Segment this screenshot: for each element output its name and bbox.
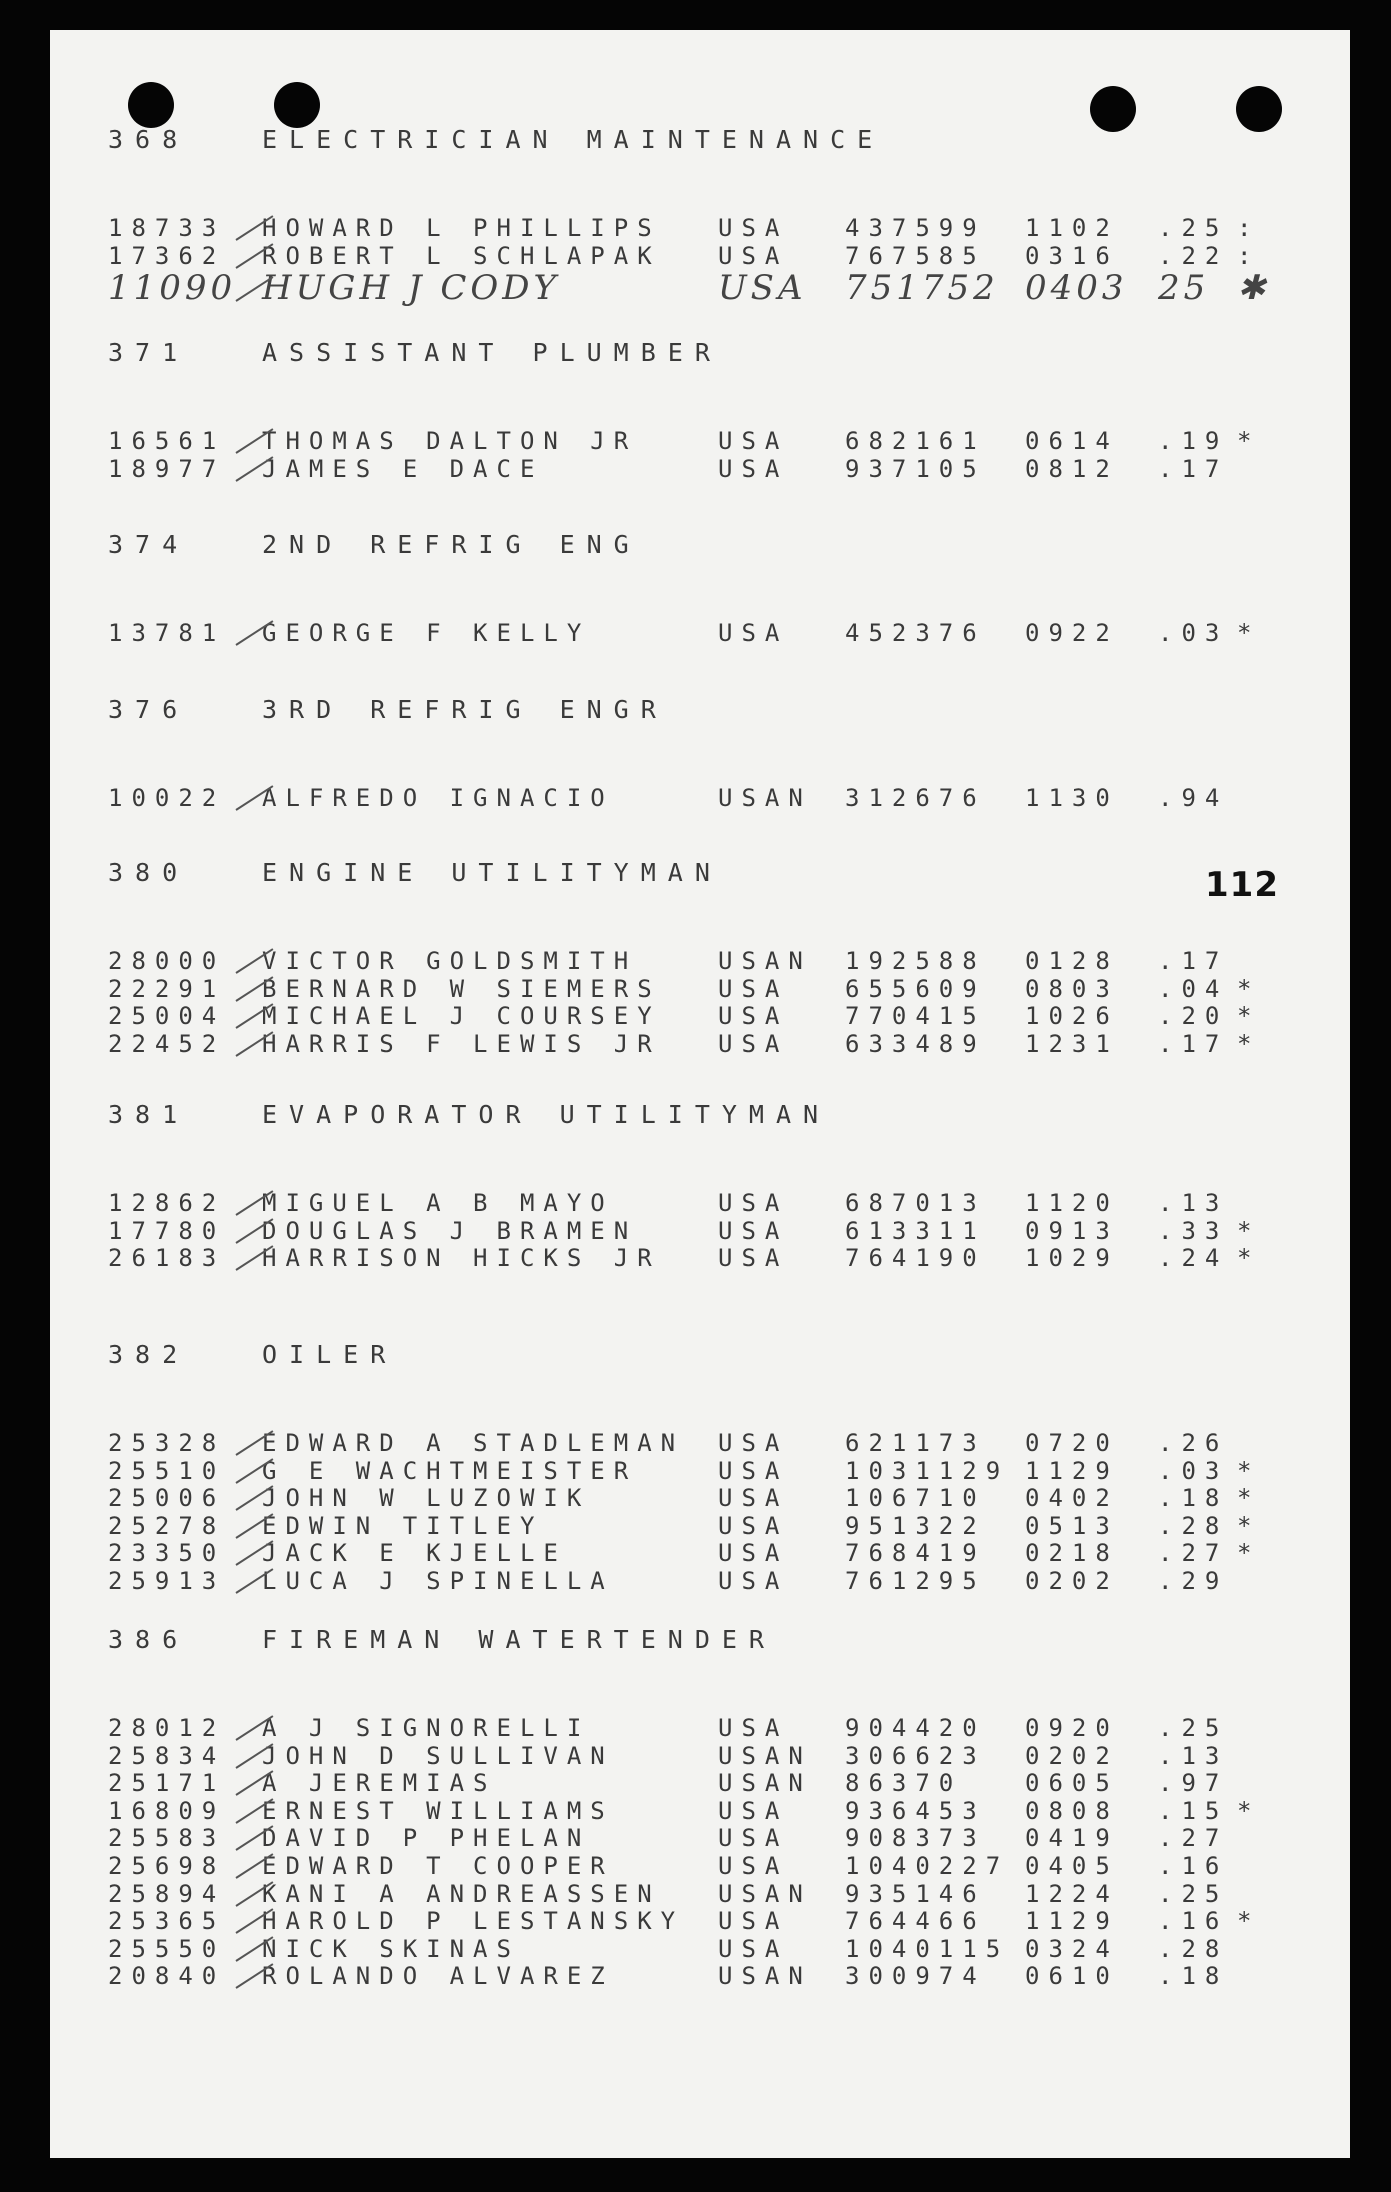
crew-id: 25328 [108,1429,226,1457]
crew-number: 655609 [845,974,986,1003]
job-title: ENGINE UTILITYMAN [262,858,722,887]
crew-row [50,1568,1350,1596]
job-title: ELECTRICIAN MAINTENANCE [262,125,885,154]
crew-name: JACK E KJELLE [262,1539,567,1568]
job-section [50,1335,1350,1596]
job-section [50,333,1350,483]
crew-number: 770415 [845,1002,986,1031]
crew-name: ERNEST WILLIAMS [262,1796,614,1825]
crew-name: BERNARD W SIEMERS [262,974,661,1003]
crew-rows [50,1190,1350,1273]
crew-name: A JEREMIAS [262,1769,497,1798]
crew-citizenship: USA [718,1189,789,1217]
crew-rate: .20 [1158,1002,1229,1031]
job-code: 381 [108,1100,190,1129]
crew-row [50,1743,1350,1771]
crew-id: 16561 [108,427,226,455]
crew-date: 0812 [1025,454,1119,483]
crew-mark: * [1237,1484,1261,1513]
crew-rate: .13 [1158,1189,1229,1217]
crew-date: 0324 [1025,1934,1119,1963]
crew-date: 0202 [1025,1566,1119,1595]
crew-row [50,1458,1350,1486]
crew-citizenship: USA [718,1244,789,1273]
crew-rate: .24 [1158,1244,1229,1273]
crew-mark: * [1237,619,1261,647]
crew-name: HOWARD L PHILLIPS [262,214,661,242]
section-header [50,333,1350,373]
crew-name: NICK SKINAS [262,1934,520,1963]
crew-rows [50,215,1350,308]
crew-number: 935146 [845,1879,986,1908]
crew-citizenship: USA [718,268,807,309]
job-title: OILER [262,1340,398,1369]
crew-date: 0513 [1025,1511,1119,1540]
crew-citizenship: USAN [718,784,812,812]
crew-number: 751752 [845,268,999,309]
crew-row [50,948,1350,976]
section-header [50,525,1350,565]
crew-row [50,1963,1350,1991]
crew-number: 633489 [845,1029,986,1058]
crew-number: 761295 [845,1566,986,1595]
crew-mark: * [1237,1244,1261,1273]
crew-name: VICTOR GOLDSMITH [262,947,638,975]
crew-rate: .16 [1158,1851,1229,1880]
crew-mark: * [1237,1907,1261,1936]
crew-row [50,1430,1350,1458]
crew-citizenship: USAN [718,1741,812,1770]
crew-row [50,1540,1350,1568]
crew-citizenship: USA [718,1824,789,1853]
crew-date: 0808 [1025,1796,1119,1825]
crew-rate: .17 [1158,947,1229,975]
crew-mark: * [1237,1539,1261,1568]
crew-name: G E WACHTMEISTER [262,1456,638,1485]
crew-id: 28000 [108,947,226,975]
job-title: FIREMAN WATERTENDER [262,1625,776,1654]
crew-mark: : [1237,214,1261,242]
crew-mark: * [1237,1216,1261,1245]
crew-date: 1102 [1025,214,1119,242]
crew-number: 1040227 [845,1851,1010,1880]
crew-date: 0720 [1025,1429,1119,1457]
crew-id: 25913 [108,1566,226,1595]
crew-name: MICHAEL J COURSEY [262,1002,661,1031]
crew-number: 312676 [845,784,986,812]
crew-date: 0419 [1025,1824,1119,1853]
crew-id: 25004 [108,1002,226,1031]
crew-date: 0614 [1025,427,1119,455]
section-header [50,1620,1350,1660]
crew-name: ROBERT L SCHLAPAK [262,241,661,270]
crew-row [50,456,1350,484]
crew-rate: .28 [1158,1511,1229,1540]
crew-id: 18977 [108,454,226,483]
crew-mark: * [1237,1029,1261,1058]
job-section [50,120,1350,308]
job-title: EVAPORATOR UTILITYMAN [262,1100,831,1129]
crew-date: 0403 [1025,268,1128,309]
crew-name: ALFREDO IGNACIO [262,784,614,812]
crew-citizenship: USA [718,427,789,455]
crew-date: 0803 [1025,974,1119,1003]
crew-citizenship: USA [718,974,789,1003]
crew-row [50,976,1350,1004]
crew-id: 10022 [108,784,226,812]
crew-rate: .94 [1158,784,1229,812]
crew-number: 106710 [845,1484,986,1513]
crew-rate: .17 [1158,1029,1229,1058]
crew-citizenship: USA [718,1907,789,1936]
crew-rows [50,1430,1350,1596]
crew-rate: .03 [1158,1456,1229,1485]
crew-citizenship: USA [718,214,789,242]
job-section [50,1620,1350,1991]
handwritten-entry [50,270,1350,308]
crew-rate: .18 [1158,1962,1229,1991]
crew-name: LUCA J SPINELLA [262,1566,614,1595]
crew-id: 13781 [108,619,226,647]
section-header [50,120,1350,160]
crew-rate: .22 [1158,241,1229,270]
crew-name: EDWARD T COOPER [262,1851,614,1880]
crew-id: 25834 [108,1741,226,1770]
crew-rows [50,948,1350,1058]
crew-row [50,1881,1350,1909]
crew-row [50,785,1350,813]
crew-name: HAROLD P LESTANSKY [262,1907,685,1936]
crew-rate: .03 [1158,619,1229,647]
crew-name: HARRISON HICKS JR [262,1244,661,1273]
crew-date: 0605 [1025,1769,1119,1798]
crew-citizenship: USAN [718,947,812,975]
crew-mark: : [1237,241,1261,270]
crew-name: JOHN D SULLIVAN [262,1741,614,1770]
crew-name: EDWARD A STADLEMAN [262,1429,685,1457]
crew-citizenship: USA [718,1796,789,1825]
crew-name: ROLANDO ALVAREZ [262,1962,614,1991]
crew-rate: .28 [1158,1934,1229,1963]
crew-citizenship: USAN [718,1962,812,1991]
crew-id: 25510 [108,1456,226,1485]
crew-id: 25583 [108,1824,226,1853]
crew-citizenship: USA [718,1216,789,1245]
crew-date: 0920 [1025,1714,1119,1742]
crew-rate: .13 [1158,1741,1229,1770]
job-code: 386 [108,1625,190,1654]
job-section [50,853,1350,1058]
crew-date: 0913 [1025,1216,1119,1245]
crew-citizenship: USA [718,1539,789,1568]
crew-rate: .17 [1158,454,1229,483]
crew-name: DOUGLAS J BRAMEN [262,1216,638,1245]
crew-number: 764466 [845,1907,986,1936]
crew-rate: .18 [1158,1484,1229,1513]
crew-rate: .16 [1158,1907,1229,1936]
crew-number: 768419 [845,1539,986,1568]
crew-row [50,1853,1350,1881]
crew-rows [50,428,1350,483]
crew-number: 613311 [845,1216,986,1245]
job-title: 3RD REFRIG ENGR [262,695,668,724]
page-number: 112 [1205,865,1279,905]
crew-id: 11090 [108,268,237,309]
crew-row [50,1218,1350,1246]
document-page [50,30,1350,2158]
crew-citizenship: USA [718,1511,789,1540]
crew-id: 25006 [108,1484,226,1513]
crew-row [50,1936,1350,1964]
crew-citizenship: USAN [718,1879,812,1908]
crew-id: 26183 [108,1244,226,1273]
crew-row [50,1770,1350,1798]
crew-number: 1031129 [845,1456,1010,1485]
crew-citizenship: USA [718,1456,789,1485]
crew-rate: .26 [1158,1429,1229,1457]
crew-id: 25365 [108,1907,226,1936]
crew-citizenship: USA [718,1002,789,1031]
crew-date: 1026 [1025,1002,1119,1031]
crew-citizenship: USA [718,1566,789,1595]
crew-mark: * [1237,974,1261,1003]
crew-number: 306623 [845,1741,986,1770]
job-title: ASSISTANT PLUMBER [262,338,722,367]
crew-number: 452376 [845,619,986,647]
crew-mark: * [1237,1796,1261,1825]
crew-date: 1029 [1025,1244,1119,1273]
crew-number: 1040115 [845,1934,1010,1963]
crew-id: 16809 [108,1796,226,1825]
crew-row [50,1715,1350,1743]
section-header [50,1095,1350,1135]
crew-row [50,428,1350,456]
crew-row [50,215,1350,243]
crew-rate: .15 [1158,1796,1229,1825]
crew-number: 621173 [845,1429,986,1457]
crew-row [50,1825,1350,1853]
crew-id: 17362 [108,241,226,270]
crew-row [50,1003,1350,1031]
crew-id: 25698 [108,1851,226,1880]
crew-citizenship: USA [718,241,789,270]
crew-rate: .04 [1158,974,1229,1003]
crew-name: DAVID P PHELAN [262,1824,591,1853]
crew-name: HUGH J CODY [262,268,560,309]
crew-rate: .27 [1158,1824,1229,1853]
crew-rate: .25 [1158,1879,1229,1908]
section-header [50,690,1350,730]
section-header [50,1335,1350,1375]
crew-row [50,1513,1350,1541]
crew-date: 0405 [1025,1851,1119,1880]
crew-name: GEORGE F KELLY [262,619,591,647]
crew-name: MIGUEL A B MAYO [262,1189,614,1217]
crew-rate: .33 [1158,1216,1229,1245]
job-code: 376 [108,695,190,724]
crew-mark: ✱ [1237,268,1270,309]
crew-rows [50,620,1350,648]
job-section [50,1095,1350,1273]
crew-citizenship: USA [718,1714,789,1742]
crew-rows [50,785,1350,813]
crew-mark: * [1237,1511,1261,1540]
crew-number: 764190 [845,1244,986,1273]
crew-id: 25278 [108,1511,226,1540]
crew-citizenship: USAN [718,1769,812,1798]
crew-date: 0610 [1025,1962,1119,1991]
crew-mark: * [1237,1456,1261,1485]
job-code: 382 [108,1340,190,1369]
crew-id: 17780 [108,1216,226,1245]
crew-number: 767585 [845,241,986,270]
crew-citizenship: USA [718,1484,789,1513]
crew-number: 192588 [845,947,986,975]
crew-rate: .25 [1158,214,1229,242]
crew-date: 0128 [1025,947,1119,975]
crew-row [50,1190,1350,1218]
crew-date: 1231 [1025,1029,1119,1058]
crew-id: 25550 [108,1934,226,1963]
crew-rate: 25 [1158,268,1210,309]
crew-citizenship: USA [718,619,789,647]
crew-citizenship: USA [718,1429,789,1457]
crew-citizenship: USA [718,1851,789,1880]
crew-id: 20840 [108,1962,226,1991]
crew-number: 437599 [845,214,986,242]
crew-rate: .29 [1158,1566,1229,1595]
crew-id: 22291 [108,974,226,1003]
crew-name: HARRIS F LEWIS JR [262,1029,661,1058]
crew-mark: * [1237,1002,1261,1031]
crew-date: 1130 [1025,784,1119,812]
crew-rows [50,1715,1350,1991]
job-code: 380 [108,858,190,887]
crew-number: 937105 [845,454,986,483]
crew-name: EDWIN TITLEY [262,1511,544,1540]
crew-citizenship: USA [718,1029,789,1058]
crew-citizenship: USA [718,454,789,483]
crew-name: JOHN W LUZOWIK [262,1484,591,1513]
crew-date: 0922 [1025,619,1119,647]
crew-rate: .19 [1158,427,1229,455]
crew-rate: .25 [1158,1714,1229,1742]
crew-number: 936453 [845,1796,986,1825]
job-code: 371 [108,338,190,367]
crew-row [50,1245,1350,1273]
crew-row [50,620,1350,648]
crew-number: 687013 [845,1189,986,1217]
crew-number: 904420 [845,1714,986,1742]
crew-number: 300974 [845,1962,986,1991]
crew-id: 28012 [108,1714,226,1742]
crew-number: 86370 [845,1769,963,1798]
crew-id: 12862 [108,1189,226,1217]
crew-number: 682161 [845,427,986,455]
crew-date: 0316 [1025,241,1119,270]
crew-name: THOMAS DALTON JR [262,427,638,455]
crew-date: 1224 [1025,1879,1119,1908]
crew-row [50,243,1350,271]
section-header [50,853,1350,893]
crew-date: 0402 [1025,1484,1119,1513]
crew-date: 1120 [1025,1189,1119,1217]
crew-mark: * [1237,427,1261,455]
crew-row [50,1485,1350,1513]
crew-citizenship: USA [718,1934,789,1963]
crew-row [50,1031,1350,1059]
job-section [50,690,1350,813]
job-section [50,525,1350,648]
crew-date: 0202 [1025,1741,1119,1770]
crew-date: 1129 [1025,1456,1119,1485]
crew-rate: .27 [1158,1539,1229,1568]
crew-id: 23350 [108,1539,226,1568]
crew-number: 908373 [845,1824,986,1853]
job-code: 368 [108,125,190,154]
crew-id: 25894 [108,1879,226,1908]
crew-row [50,1908,1350,1936]
crew-row [50,1798,1350,1826]
job-code: 374 [108,530,190,559]
crew-name: KANI A ANDREASSEN [262,1879,661,1908]
crew-rate: .97 [1158,1769,1229,1798]
crew-number: 951322 [845,1511,986,1540]
crew-name: JAMES E DACE [262,454,544,483]
crew-name: A J SIGNORELLI [262,1714,591,1742]
crew-date: 1129 [1025,1907,1119,1936]
crew-id: 18733 [108,214,226,242]
job-title: 2ND REFRIG ENG [262,530,641,559]
crew-id: 25171 [108,1769,226,1798]
crew-date: 0218 [1025,1539,1119,1568]
crew-id: 22452 [108,1029,226,1058]
